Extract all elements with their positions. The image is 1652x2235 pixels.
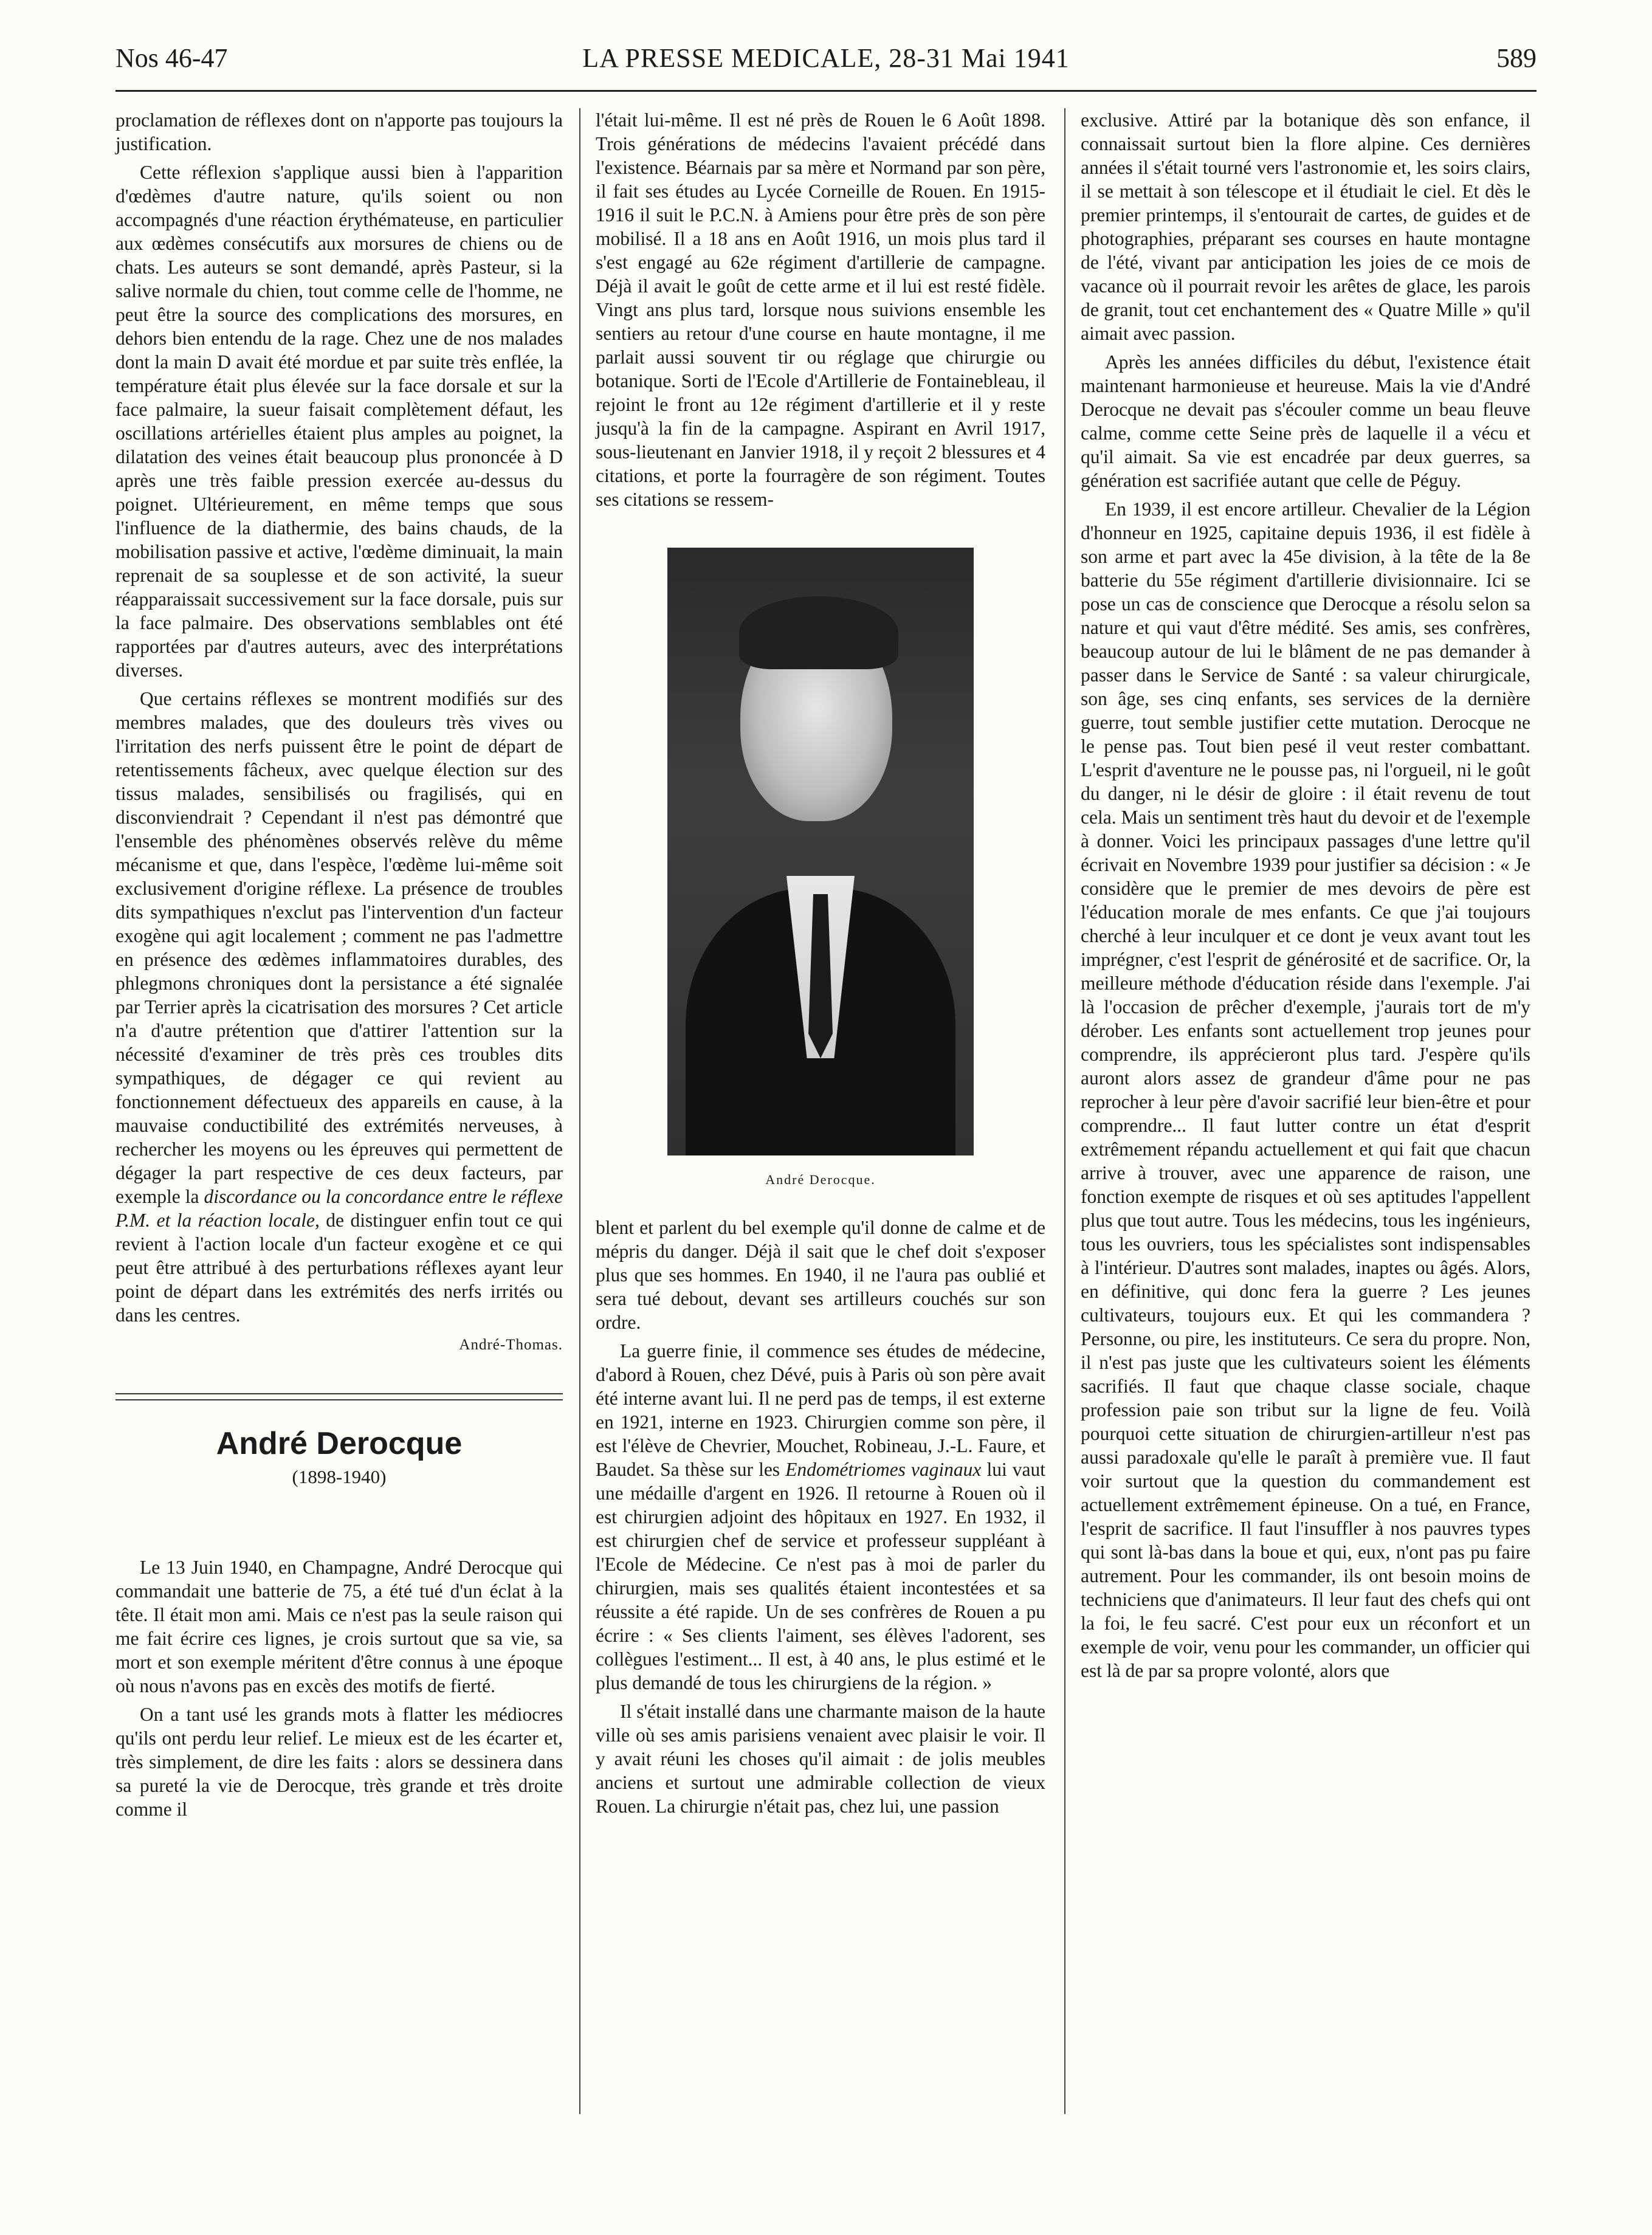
- column-3: [1081, 108, 1530, 1687]
- paragraph: On a tant usé les grands mots à flatter les médiocres qu'ils ont perdu leur relief. Le mieux est de les écarter et, très simplement, de dire les faits : alors se dessinera dans sa pureté la vie de Derocque, très grande et très droite comme il: [115, 1704, 563, 1820]
- paragraph-text: de distinguer enfin tout ce qui revient à l'action locale d'un facteur exogène et ce qui peut être attribué à des perturbations réflexes ayant leur point de départ dans les extrémités des nerfs irrités ou dans les centres.: [115, 1210, 563, 1326]
- paragraph: En 1939, il est encore artilleur. Chevalier de la Légion d'honneur en 1925, capitaine depuis 1936, il est fidèle à son arme et part avec la 45e division, à la tête de la 8e batterie du 55e régiment d'artillerie divisionnaire. Ici se pose un cas de conscience que Derocque a résolu selon sa nature et qui vaut d'être médité. Ses amis, ses confrères, beaucoup autour de lui le blâment de ne pas demander à passer dans le Service de Santé : sa valeur chirurgicale, son âge, ses cinq enfants, ses services de la dernière guerre, tout semble justifier cette mutation. Derocque ne le pense pas. Tout bien pesé il veut rester combattant. L'esprit d'aventure ne le pousse pas, ni l'orgueil, ni le goût du danger, ni le désir de gloire : il était revenu de tout cela. Mais un sentiment très haut du devoir et de l'exemple à donner. Voici les principaux passages d'une lettre qu'il écrivait en Novembre 1939 pour justifier sa décision : « Je considère que le premier de mes devoirs de père est l'éducation morale de mes enfants. Ce que j'ai toujours cherché à leur inculquer et ce dont je veux avant tout les imprégner, c'est l'esprit de générosité et de sacrifice. Or, la meilleure méthode d'éducation réside dans l'exemple. J'ai là l'occasion de prêcher d'exemple, j'aurais tort de m'y dérober. Les enfants sont actuellement trop jeunes pour comprendre, ils apprécieront plus tard. J'espère qu'ils auront alors assez de grandeur d'âme pour ne pas reprocher à leur père d'avoir sacrifié leur bien-être et pour comprendre... Il faut lutter contre un état d'esprit extrêmement répandu actuellement et qui fait que chacun arrive à trouver, avec une apparence de raison, une fonction exempte de risques et où ses aptitudes l'appellent plus que tout autre. Tous les médecins, tous les ingénieurs, tous les ouvriers, tous les spécialistes sont indispensables à l'intérieur. D'autres sont malades, inaptes ou âgés. Alors, en définitive, qui donc fera la guerre ? Les jeunes cultivateurs, toujours eux. Et qui les commandera ? Personne, ou pire, les instituteurs. Ce sera du propre. Non, il n'est pas juste que les cultivateurs soient les éléments sacrifiés. Il faut que chaque classe sociale, chaque profession paie son tribut sur la ligne de feu. Voilà pourquoi cette situation de chirurgien-artilleur n'est pas aussi paradoxale qu'elle le paraît à première vue. Il faut voir surtout que la question du commandement est actuellement extrêmement épineuse. On a tué, en France, l'esprit de sacrifice. Il faut l'insuffler à nos pauvres types qui sont là-bas dans la boue et qui, eux, n'ont pas pu faire autrement. Pour les commander, ils ont besoin moins de techniciens que d'animateurs. Il leur faut des chefs qui ont la foi, le feu sacré. C'est pour eux un réconfort et un exemple de voir, venu pour les commander, un officier qui est là de par sa propre volonté, alors que: [1081, 498, 1530, 1681]
- paragraph: exclusive. Attiré par la botanique dès son enfance, il connaissait surtout bien la flore alpine. Ces dernières années il s'était tourné vers l'astronomie et, les soirs clairs, il se mettait à son télescope et il étudiait le ciel. Et dès le premier printemps, il s'entourait de cartes, de guides et de photographies, préparant ses courses en haute montagne de l'été, vivant par anticipation les joies de ce mois de vacance où il pourrait revoir les arêtes de glace, les parois de granit, tout cet enchantement des « Quatre Mille » qu'il aimait avec passion.: [1081, 109, 1530, 344]
- header-rule: [115, 90, 1537, 92]
- column-divider: [1064, 108, 1065, 2114]
- column-2: [596, 108, 1045, 1823]
- paragraph-text: Que certains réflexes se montrent modifiés sur des membres malades, que des douleurs très vives ou l'irritation des nerfs puissent être le point de départ de retentissements fâcheux, avec quelque élection sur des tissus malades, sensibilisés ou fragilisés, qui en disconviendrait ? Cependant il n'est pas démontré que l'ensemble des phénomènes observés relève du même mécanisme et que, dans l'espèce, l'œdème lui-même soit exclusivement d'origine réflexe. La présence de troubles dits sympathiques n'exclut pas l'intervention d'un facteur exogène qui agit localement ; comment ne pas l'admettre en présence des œdèmes inflammatoires durables, des phlegmons chroniques dont la persistance a été signalée par Terrier après la cicatrisation des morsures ? Cet article n'a d'autre prétention que d'attirer l'attention sur la nécessité d'examiner de très près ces troubles dits sympathiques, de dégager ce qui revient au fonctionnement défectueux des appareils en cause, à la mauvaise conductibilité des extrémités nerveuses, à rechercher les moyens ou les épreuves qui permettent de dégager la part respective de ces deux facteurs, par exemple la: [115, 688, 563, 1207]
- page-number: 589: [1496, 43, 1537, 73]
- paragraph: Cette réflexion s'applique aussi bien à l'apparition d'œdèmes d'autre nature, qu'ils soient ou non accompagnés d'une réaction érythémateuse, en particulier aux œdèmes consécutifs aux morsures de chiens ou de chats. Les auteurs se sont demandé, après Pasteur, si la salive normale du chien, tout comme celle de l'homme, ne peut être la source des complications des morsures, en dehors bien entendu de la rage. Chez une de nos malades dont la main D avait été mordue et par suite très enflée, la température était plus élevée sur la face dorsale et sur la face palmaire, la sueur faisait complètement défaut, les oscillations artérielles étaient plus amples au poignet, la dilatation des veines était beaucoup plus prononcée à D après une très faible pression exercée au-dessus du poignet. Ultérieurement, en même temps que sous l'influence de la diathermie, des bains chauds, de la mobilisation passive et active, l'œdème diminuait, la main reprenait de sa souplesse et de son activité, la sueur réapparaissait successivement sur la face dorsale, puis sur la face palmaire. Des observations semblables ont été rapportées par d'autres auteurs, avec des interprétations diverses.: [115, 162, 563, 681]
- paragraph: proclamation de réflexes dont on n'apporte pas toujours la justification.: [115, 109, 563, 154]
- italic-phrase: discordance ou la concordance entre le réflexe P.M. et la réaction locale,: [115, 1186, 563, 1231]
- paragraph: l'était lui-même. Il est né près de Rouen le 6 Août 1898. Trois générations de médecins l'avaient précédé dans l'existence. Béarnais par sa mère et Normand par son père, il fait ses études au Lycée Corneille de Rouen. En 1915-1916 il suit le P.C.N. à Amiens pour être près de son père mobilisé. Il a 18 ans en Août 1916, un mois plus tard il s'est engagé au 62e régiment d'artillerie de campagne. Déjà il avait le goût de cette arme et il lui est resté fidèle. Vingt ans plus tard, lorsque nous suivions ensemble les sentiers au retour d'une course en haute montagne, il me parlait aussi souvent tir ou réglage que chirurgie ou botanique. Sorti de l'Ecole d'Artillerie de Fontainebleau, il rejoint le front au 12e régiment d'artillerie et il y reste jusqu'à la fin de la campagne. Aspirant en Avril 1917, sous-lieutenant en Janvier 1918, il y reçoit 2 blessures et 4 citations, et porte la fourragère de son régiment. Toutes ses citations se ressem-: [596, 109, 1045, 510]
- journal-title: LA PRESSE MEDICALE, 28-31 Mai 1941: [582, 43, 1070, 73]
- italic-phrase: Endométriomes vaginaux: [785, 1459, 982, 1480]
- portrait-hair: [739, 596, 898, 669]
- author-signature: André-Thomas.: [459, 1337, 563, 1353]
- paragraph: [115, 687, 563, 1327]
- paragraph: Le 13 Juin 1940, en Champagne, André Derocque qui commandait une batterie de 75, a été tué d'un éclat à la tête. Il était mon ami. Mais ce n'est pas la seule raison qui me fait écrire ces lignes, je crois surtout que sa vie, sa mort et son exemple méritent d'être connus à une époque où nous n'avons pas en excès des motifs de fierté.: [115, 1557, 563, 1696]
- article-title: André Derocque: [216, 1426, 463, 1461]
- page-header: [115, 43, 1537, 79]
- column-divider: [579, 108, 580, 2114]
- column-1: [115, 108, 563, 1826]
- portrait-photo: [667, 548, 974, 1155]
- article-subtitle: (1898-1940): [292, 1466, 387, 1487]
- paragraph: [596, 1339, 1045, 1695]
- paragraph: Après les années difficiles du début, l'existence était maintenant harmonieuse et heureuse. Mais la vie d'André Derocque ne devait pas s'écouler comme un beau fleuve calme, comme cette Seine près de laquelle il a vécu et qu'il aimait. Sa vie est encadrée par deux guerres, sa génération est sacrifiée autant que celle de Péguy.: [1081, 351, 1530, 491]
- issue-number: Nos 46-47: [115, 43, 228, 73]
- paragraph-text: lui vaut une médaille d'argent en 1926. Il retourne à Rouen où il est chirurgien adjoint des hôpitaux en 1927. En 1932, il est chirurgien chef de service et professeur suppléant à l'Ecole de Médecine. Ce n'est pas à moi de parler du chirurgien, mais ses qualités étaient incontestées et sa réussite a été rapide. Un de ses confrères de Rouen a pu écrire : « Ses clients l'aiment, ses élèves l'adorent, ses collègues l'estiment... Il est, à 40 ans, le plus estimé et le plus demandé de tous les chirurgiens de la région. »: [596, 1459, 1045, 1693]
- photo-caption: André Derocque.: [765, 1172, 876, 1187]
- section-separator: [115, 1393, 563, 1400]
- paragraph-text: La guerre finie, il commence ses études de médecine, d'abord à Rouen, chez Dévé, puis à Paris où son père avait été interne avant lui. Il ne perd pas de temps, il est externe en 1921, interne en 1923. Chirurgien comme son père, il est l'élève de Chevrier, Mouchet, Robineau, J.-L. Faure, et Baudet. Sa thèse sur les: [596, 1340, 1045, 1480]
- paragraph: blent et parlent du bel exemple qu'il donne de calme et de mépris du danger. Déjà il sait que le chef doit s'exposer plus que ses hommes. En 1940, il ne l'aura pas oublié et sera tué debout, devant ses artilleurs couchés sur son ordre.: [596, 1217, 1045, 1333]
- paragraph: Il s'était installé dans une charmante maison de la haute ville où ses amis parisiens venaient avec plaisir le voir. Il y avait réuni les choses qu'il aimait : de jolis meubles anciens et surtout une admirable collection de vieux Rouen. La chirurgie n'était pas, chez lui, une passion: [596, 1701, 1045, 1817]
